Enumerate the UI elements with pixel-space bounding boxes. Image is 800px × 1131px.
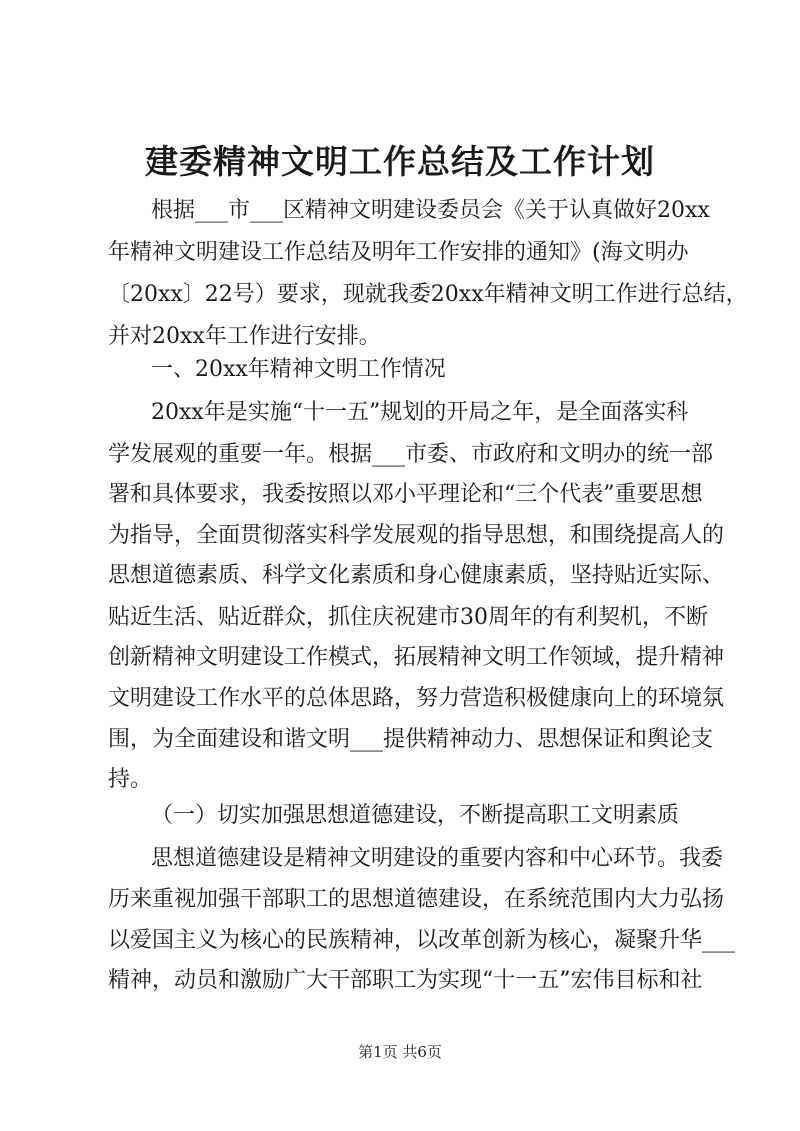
paragraph-line: 学发展观的重要一年。根据___市委、市政府和文明办的统一部 — [108, 442, 714, 467]
paragraph-line: 年精神文明建设工作总结及明年工作安排的通知》(海文明办 — [108, 240, 689, 265]
page-number-footer: 第1页 共6页 — [358, 1043, 442, 1061]
paragraph-line: 并对20xx年工作进行安排。 — [108, 324, 381, 349]
paragraph-line: 署和具体要求，我委按照以邓小平理论和“三个代表”重要思想 — [108, 482, 703, 507]
section-heading: 一、20xx年精神文明工作情况 — [151, 357, 446, 382]
paragraph-line: 以爱国主义为核心的民族精神，以改革创新为核心，凝聚升华___ — [108, 928, 736, 953]
subsection-heading: （一）切实加强思想道德建设，不断提高职工文明素质 — [151, 803, 680, 828]
paragraph-line: 思想道德建设是精神文明建设的重要内容和中心环节。我委 — [151, 846, 724, 871]
paragraph-line: 精神，动员和激励广大干部职工为实现“十一五”宏伟目标和社 — [108, 968, 703, 993]
paragraph-line: 思想道德素质、科学文化素质和身心健康素质，坚持贴近实际、 — [108, 563, 725, 588]
paragraph-line: 创新精神文明建设工作模式，拓展精神文明工作领域，提升精神 — [108, 645, 725, 670]
paragraph-line: 贴近生活、贴近群众，抓住庆祝建市30周年的有利契机，不断 — [108, 605, 708, 630]
paragraph-line: 围，为全面建设和谐文明___提供精神动力、思想保证和舆论支 — [108, 727, 714, 752]
paragraph-line: 为指导，全面贯彻落实科学发展观的指导思想，和围绕提高人的 — [108, 523, 725, 548]
paragraph-line: 文明建设工作水平的总体思路，努力营造积极健康向上的环境氛 — [108, 686, 725, 711]
paragraph-line: 〔20xx〕22号）要求，现就我委20xx年精神文明工作进行总结， — [108, 282, 748, 307]
paragraph-line: 20xx年是实施“十一五”规划的开局之年，是全面落实科 — [151, 400, 689, 425]
paragraph-line: 持。 — [108, 767, 153, 792]
document-title: 建委精神文明工作总结及工作计划 — [145, 142, 655, 181]
paragraph-line: 历来重视加强干部职工的思想道德建设，在系统范围内大力弘扬 — [108, 887, 725, 912]
paragraph-line: 根据___市___区精神文明建设委员会《关于认真做好20xx — [151, 198, 710, 223]
